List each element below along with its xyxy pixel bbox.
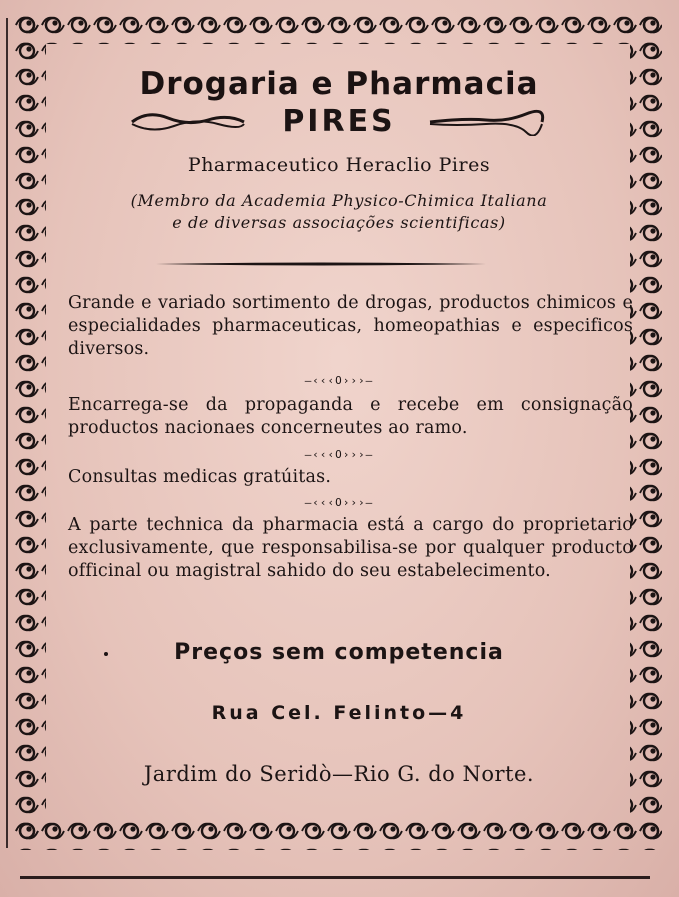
paragraph-consignment: Encarrega-se da propaganda e recebe em consignação productos nacionaes concerneutes ao ramo. — [68, 395, 633, 438]
title-drogaria: Drogaria e Pharmacia — [139, 66, 539, 102]
membership-note-line1: (Membro da Academia Physico-Chimica Italiana — [130, 191, 548, 210]
title-pires-row — [46, 104, 632, 144]
street-address: Rua Cel. Felinto—4 — [211, 702, 467, 724]
membership-note-line2: e de diversas associações scientificas) — [172, 213, 506, 232]
city-address: Jardim do Seridò—Rio G. do Norte. — [143, 762, 535, 786]
bottom-rule — [20, 876, 650, 879]
prices-heading: Preços sem competencia — [174, 640, 504, 665]
left-edge-rule — [6, 18, 8, 848]
separator-3: —‹‹‹O›››— — [304, 496, 374, 509]
paragraph-assortment: Grande e variado sortimento de drogas, productos chimicos e especialidades pharmaceuticas, homeopathias e especificos diversos. — [68, 293, 633, 359]
pharmacist-name: Pharmaceutico Heraclio Pires — [187, 154, 491, 176]
decorative-rule — [156, 262, 486, 266]
separator-2: —‹‹‹O›››— — [304, 448, 374, 461]
title-pires: PIRES — [282, 104, 396, 139]
paragraph-consultations: Consultas medicas gratúitas. — [68, 467, 332, 487]
membership-note — [46, 190, 632, 234]
right-flourish-icon — [426, 108, 546, 136]
separator-1: —‹‹‹O›››— — [304, 374, 374, 387]
advertisement-content — [46, 52, 632, 812]
paragraph-technical: A parte technica da pharmacia está a cargo do proprietario exclusivamente, que responsabilisa-se por qualquer producto officinal ou magistral sahido do seu estabelecimento. — [68, 515, 633, 581]
